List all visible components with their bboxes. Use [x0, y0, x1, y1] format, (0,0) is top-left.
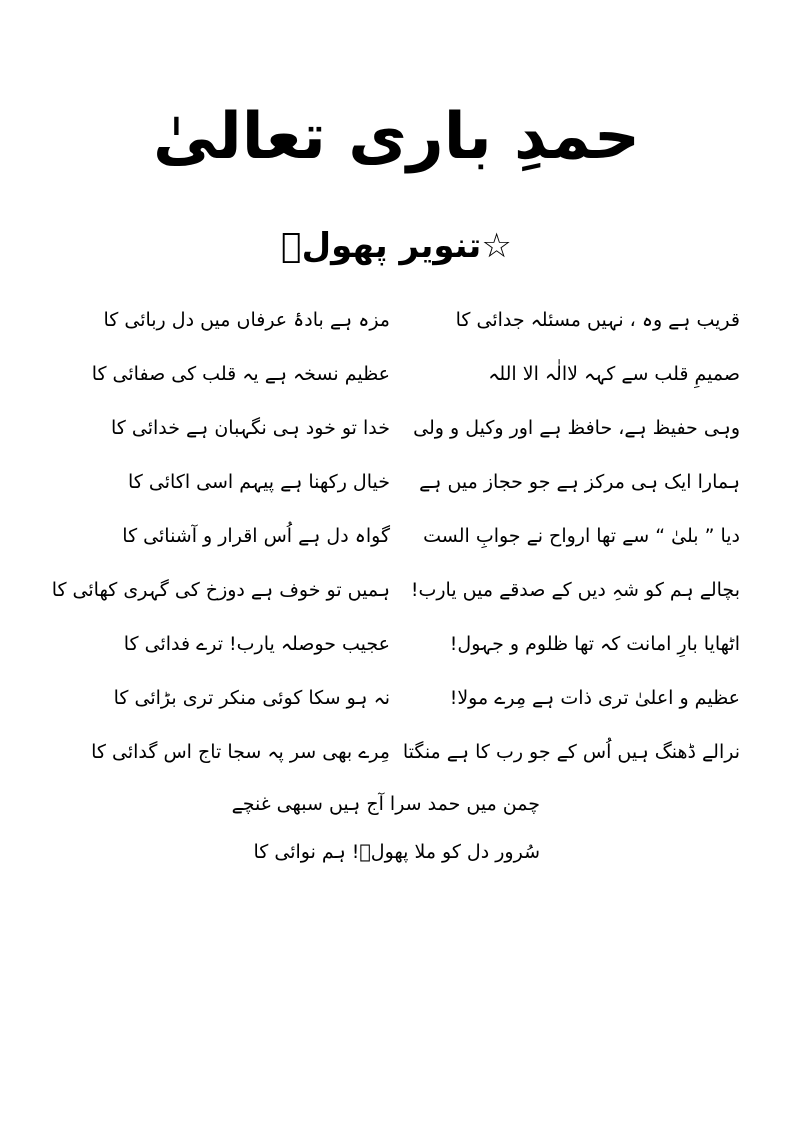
misra-first: ہمارا ایک ہی مرکز ہے جو حجاز میں ہے	[419, 471, 740, 493]
misra-second: گواہ دل ہے اُس اقرار و آشنائی کا	[122, 525, 390, 547]
misra-first: قریب ہے وہ ، نہیں مسئلہ جدائی کا	[455, 309, 740, 331]
misra-first: نرالے ڈھنگ ہیں اُس کے جو رب کا ہے منگتا	[402, 741, 740, 763]
misra-first: صمیمِ قلب سے کہہ لاالٰہ الا اللہ	[488, 363, 740, 385]
misra-second: خدا تو خود ہی نگہبان ہے خدائی کا	[111, 417, 390, 439]
poem-title: حمدِ باری تعالیٰ	[152, 100, 641, 174]
misra-first: اٹھایا بارِ امانت کہ تھا ظلوم و جہول!	[449, 633, 740, 655]
couplet	[62, 454, 740, 508]
closing-couplet	[180, 780, 540, 876]
couplet	[62, 292, 740, 346]
misra-first: دیا ” بلیٰ “ سے تھا ارواح نے جوابِ الست	[423, 525, 740, 547]
couplet	[62, 346, 740, 400]
couplet-list	[51, 292, 740, 778]
misra-first: بچالے ہم کو شہِ دیں کے صدقے میں یارب!	[410, 579, 740, 601]
misra-second: ہمیں تو خوف ہے دوزخ کی گہری کھائی کا	[51, 579, 390, 601]
closing-first-line: چمن میں حمد سرا آج ہیں سبھی غنچے	[231, 793, 540, 815]
misra-second: خیال رکھنا ہے پیہم اسی اکائی کا	[128, 471, 390, 493]
misra-second: مِرے بھی سر پہ سجا تاج اس گدائی کا	[91, 741, 390, 763]
couplet	[62, 670, 740, 724]
closing-second-line: سُرور دل کو ملا پھولؔ! ہم نوائی کا	[253, 841, 540, 863]
couplet	[62, 724, 740, 778]
couplet	[62, 616, 740, 670]
couplet	[51, 562, 740, 616]
couplet	[62, 400, 740, 454]
misra-second: عجیب حوصلہ یارب! ترے فدائی کا	[123, 633, 390, 655]
poet-name: ☆تنویر پھولؔ	[281, 226, 512, 266]
misra-first: وہی حفیظ ہے، حافظ ہے اور وکیل و ولی	[413, 417, 740, 439]
couplet	[62, 508, 740, 562]
misra-second: عظیم نسخہ ہے یہ قلب کی صفائی کا	[91, 363, 390, 385]
misra-first: عظیم و اعلیٰ تری ذات ہے مِرے مولا!	[449, 687, 740, 709]
misra-second: مزہ ہے بادۂ عرفاں میں دل ربائی کا	[103, 309, 390, 331]
misra-second: نہ ہو سکا کوئی منکر تری بڑائی کا	[113, 687, 390, 709]
